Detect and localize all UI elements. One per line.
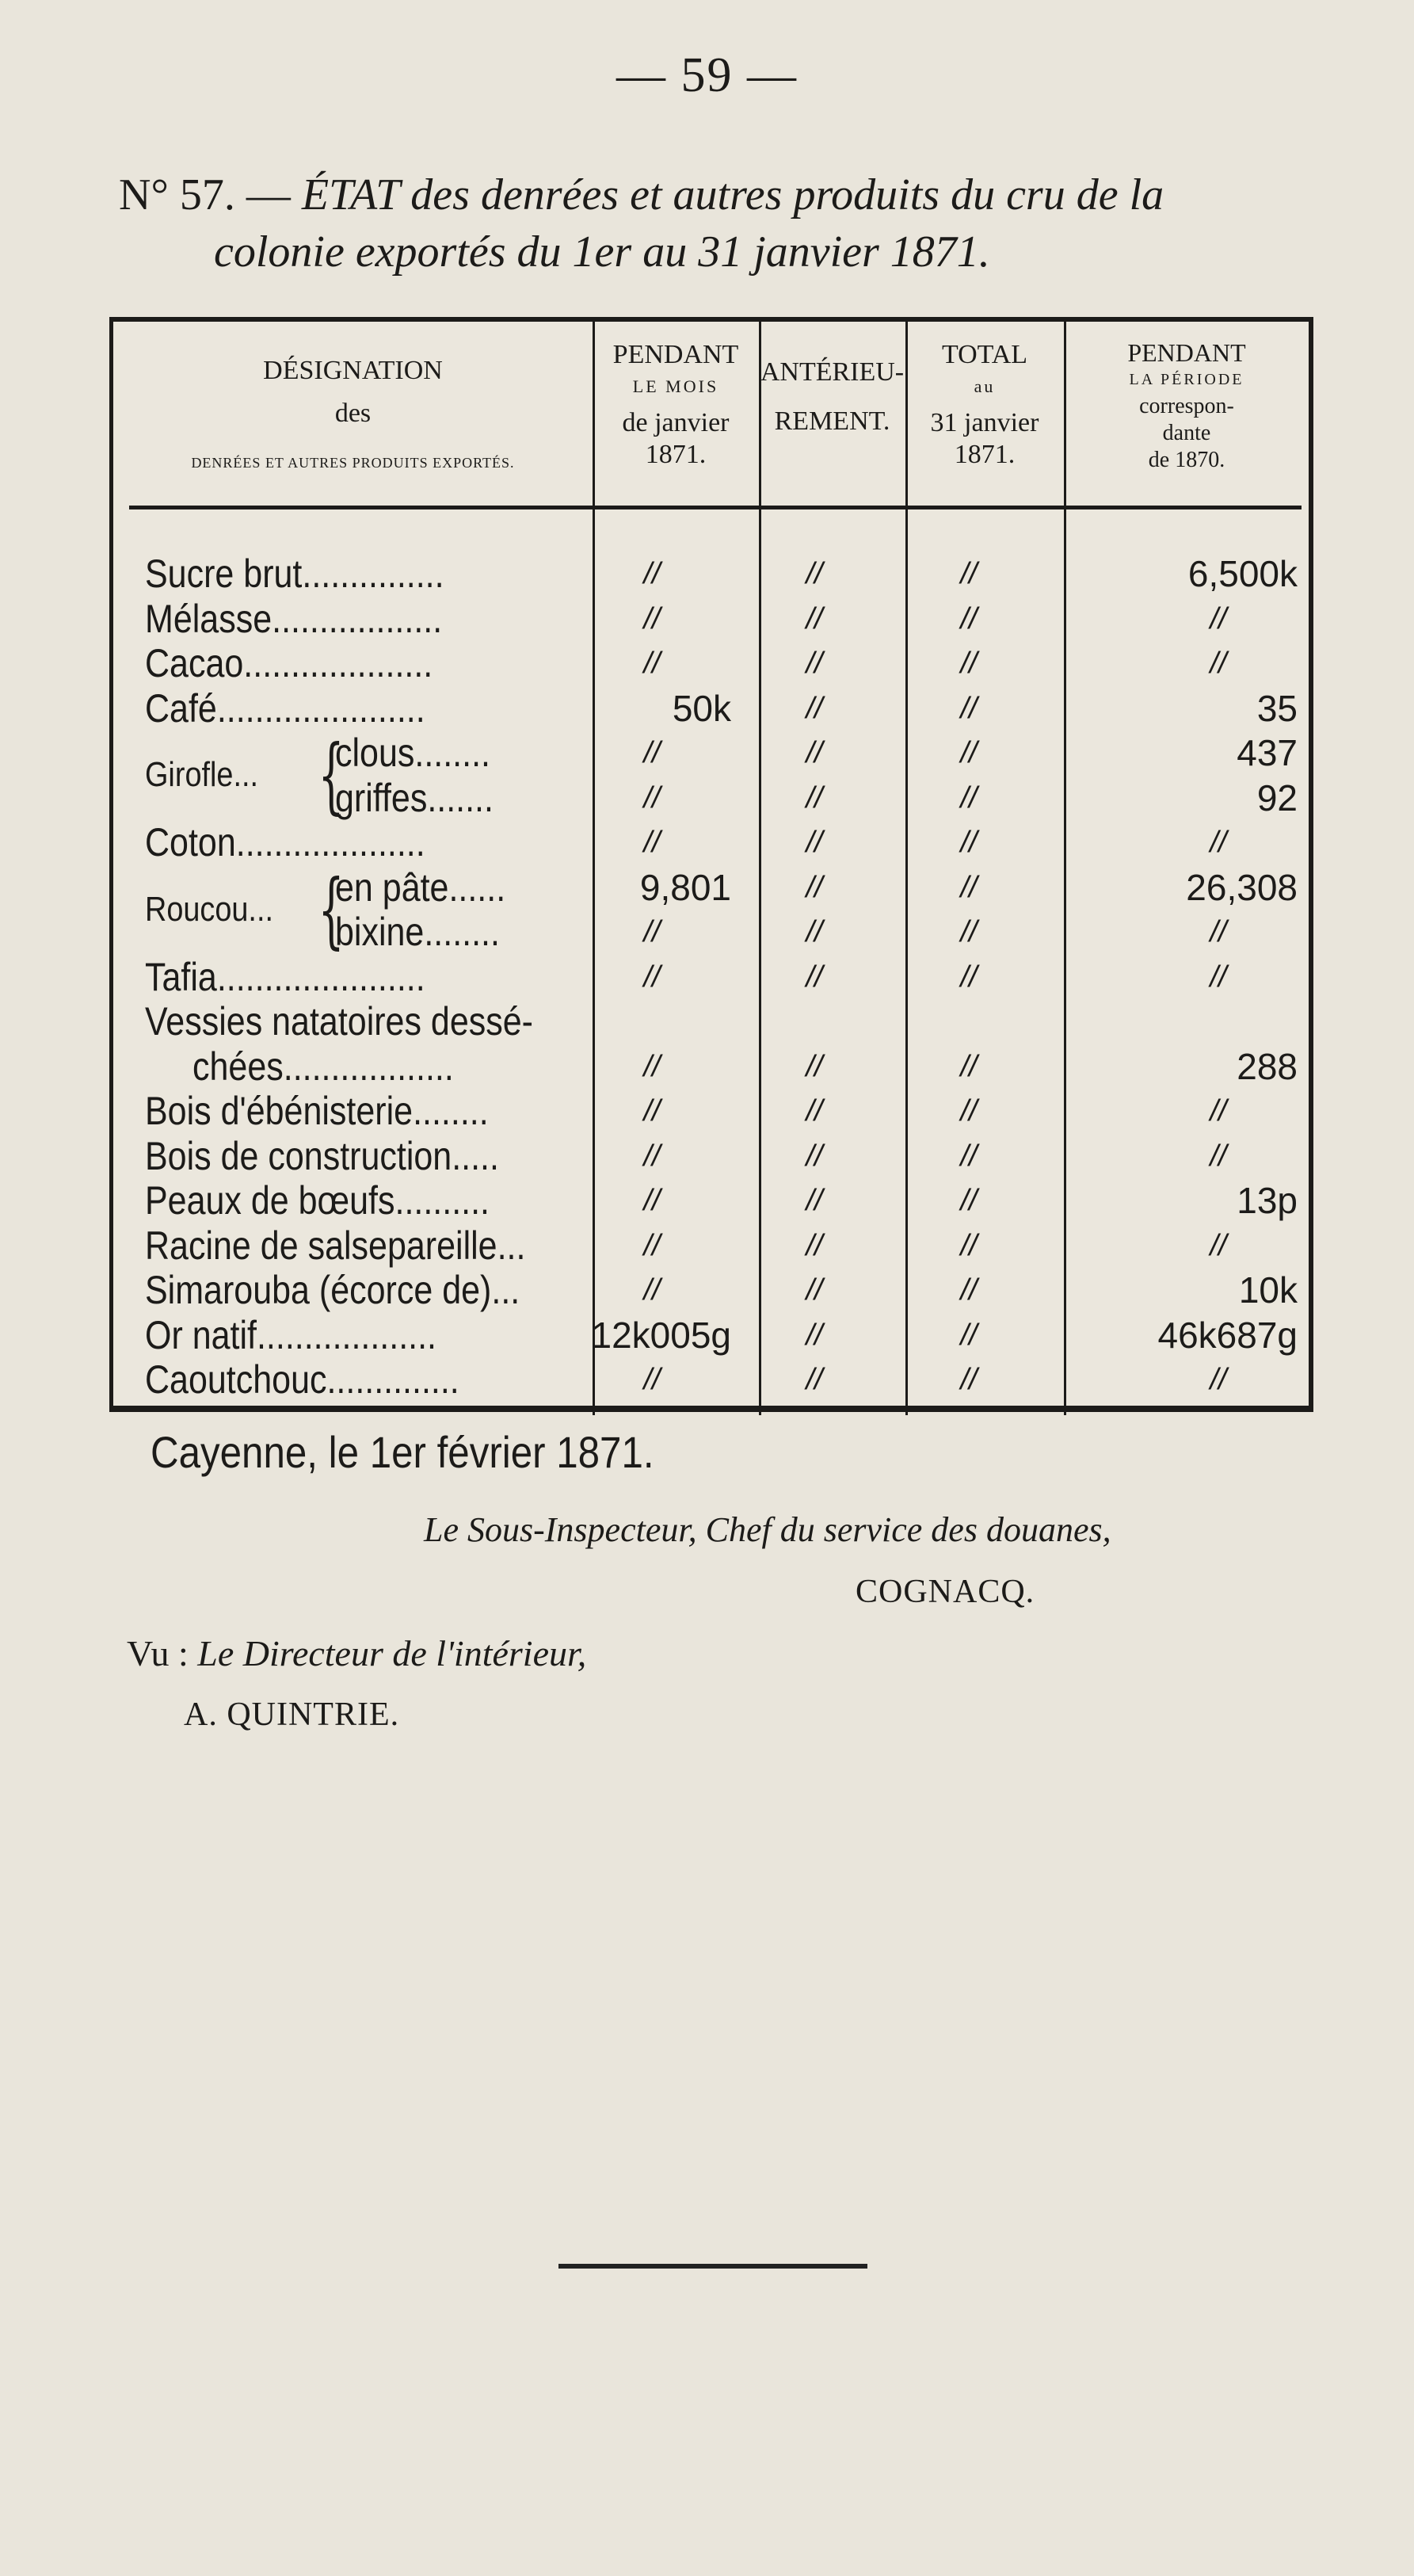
row-cell: // (1210, 1139, 1227, 1173)
row-cell: // (960, 557, 978, 590)
row-cell: // (960, 915, 978, 948)
row-cell: // (806, 557, 823, 590)
row-cell: // (960, 1363, 978, 1396)
row-cell: // (643, 1139, 661, 1173)
row-label: Bois de construction..... (145, 1133, 499, 1178)
row-label: Caoutchouc.............. (145, 1357, 459, 1402)
row-label: Cacao.................... (145, 641, 433, 685)
row-cell: 9,801 (639, 866, 731, 908)
row-label: Vessies natatoires dessé- (145, 999, 533, 1044)
row-cell: // (806, 915, 823, 948)
row-cell: // (960, 826, 978, 859)
row-label: Simarouba (écorce de)... (145, 1268, 520, 1312)
row-cell: // (960, 736, 978, 769)
row-sublabel: griffes....... (335, 775, 494, 820)
row-cell: // (960, 691, 978, 725)
page-number: — 59 — (616, 48, 798, 102)
row-cell: 13p (1237, 1180, 1298, 1221)
row-cell: // (806, 870, 823, 904)
row-cell: // (806, 1228, 823, 1262)
row-cell: 92 (1256, 777, 1298, 819)
row-cell: // (806, 691, 823, 725)
title-line-1: ÉTAT des denrées et autres produits du cru de la (301, 170, 1164, 219)
row-cell: // (643, 960, 661, 994)
row-cell: // (643, 557, 661, 590)
row-cell: // (960, 1139, 978, 1173)
row-cell: // (643, 647, 661, 680)
row-cell: // (1210, 915, 1227, 948)
row-label: Peaux de bœufs.......... (145, 1178, 490, 1223)
signer-name: COGNACQ. (856, 1574, 1035, 1610)
row-cell: // (806, 736, 823, 769)
row-cell: 50k (672, 687, 731, 729)
row-cell: 10k (1238, 1269, 1298, 1311)
title-line-2: colonie exportés du 1er au 31 janvier 1871. (214, 227, 990, 277)
row-sublabel: en pâte...... (335, 864, 506, 910)
row-cell: // (1210, 1363, 1227, 1396)
row-label: Tafia...................... (145, 954, 425, 999)
header-total: TOTAL au 31 janvier 1871. (930, 340, 1039, 469)
brace-glyph: { (318, 727, 345, 823)
row-cell: // (960, 1318, 978, 1352)
row-cell: // (1210, 826, 1227, 859)
header-designation: DÉSIGNATION des DENRÉES ET AUTRES PRODUITS EXPORTÉS. (191, 356, 515, 471)
row-cell: // (960, 1049, 978, 1083)
header-pendant: PENDANT LE MOIS de janvier 1871. (612, 340, 739, 469)
row-cell: // (960, 1273, 978, 1307)
row-cell: // (806, 1184, 823, 1217)
brace-glyph: { (318, 861, 345, 958)
row-cell: // (643, 826, 661, 859)
row-cell: // (1210, 960, 1227, 994)
row-cell: // (643, 1094, 661, 1128)
row-cell: // (806, 1139, 823, 1173)
row-cell: // (643, 780, 661, 815)
group-label-roucou: Roucou... (145, 889, 273, 929)
row-label: Or natif................... (145, 1312, 436, 1357)
end-rule (558, 2264, 867, 2269)
row-cell: // (960, 780, 978, 815)
header-anterieur: ANTÉRIEU- REMENT. (760, 357, 905, 436)
approval-line (127, 1632, 586, 1674)
row-cell: // (1210, 1094, 1227, 1128)
row-cell: 437 (1237, 732, 1298, 773)
row-label: chées.................. (192, 1044, 454, 1089)
row-cell: // (643, 601, 661, 635)
row-cell: // (806, 1273, 823, 1307)
vu-prefix: Vu : (127, 1633, 189, 1673)
row-cell: // (643, 1049, 661, 1083)
column-divider (1064, 322, 1066, 1415)
row-cell: // (806, 647, 823, 680)
header-periode: PENDANT LA PÉRIODE correspon- dante de 1870. (1127, 338, 1246, 472)
approver-name: A. QUINTRIE. (184, 1696, 400, 1733)
row-cell: // (806, 780, 823, 815)
row-cell: 6,500k (1187, 553, 1298, 594)
row-cell: 12k005g (591, 1314, 731, 1356)
row-label: Bois d'ébénisterie........ (145, 1089, 489, 1133)
header-rule (129, 506, 1302, 509)
row-cell: // (806, 601, 823, 635)
row-cell: // (806, 1318, 823, 1352)
row-sublabel: clous........ (335, 731, 490, 775)
row-cell: // (1210, 601, 1227, 635)
row-cell: // (806, 1049, 823, 1083)
row-label: Sucre brut............... (145, 551, 444, 596)
table-bottom-rule (109, 1406, 1313, 1412)
row-cell: 35 (1256, 687, 1298, 729)
title-number: N° 57. — (119, 170, 291, 219)
row-cell: // (643, 1363, 661, 1396)
row-cell: // (1210, 1228, 1227, 1262)
signer-title: Le Sous-Inspecteur, Chef du service des douanes, (424, 1510, 1111, 1549)
group-label-girofle: Girofle... (145, 755, 259, 794)
row-cell: // (960, 1094, 978, 1128)
export-table (109, 317, 1313, 1410)
place-date: Cayenne, le 1er février 1871. (151, 1427, 654, 1477)
row-label: Mélasse.................. (145, 596, 443, 641)
row-cell: // (960, 1228, 978, 1262)
row-sublabel: bixine........ (335, 910, 500, 954)
row-cell: // (806, 1094, 823, 1128)
row-cell: // (960, 601, 978, 635)
row-cell: // (960, 1184, 978, 1217)
row-cell: // (960, 647, 978, 680)
row-cell: 288 (1237, 1045, 1298, 1087)
row-label: Racine de salsepareille... (145, 1223, 526, 1268)
row-label: Café...................... (145, 685, 425, 731)
row-cell: // (806, 960, 823, 994)
vu-title: Le Directeur de l'intérieur, (197, 1633, 587, 1673)
row-cell: // (1210, 647, 1227, 680)
row-cell: // (643, 1184, 661, 1217)
row-cell: 26,308 (1186, 866, 1298, 908)
row-cell: // (960, 870, 978, 904)
row-cell: // (806, 1363, 823, 1396)
row-label: Coton.................... (145, 820, 425, 864)
row-cell: // (806, 826, 823, 859)
row-cell: // (643, 736, 661, 769)
row-cell: 46k687g (1157, 1314, 1298, 1356)
row-cell: // (643, 915, 661, 948)
row-cell: // (643, 1228, 661, 1262)
row-cell: // (643, 1273, 661, 1307)
document-title (119, 166, 1355, 280)
row-cell: // (960, 960, 978, 994)
